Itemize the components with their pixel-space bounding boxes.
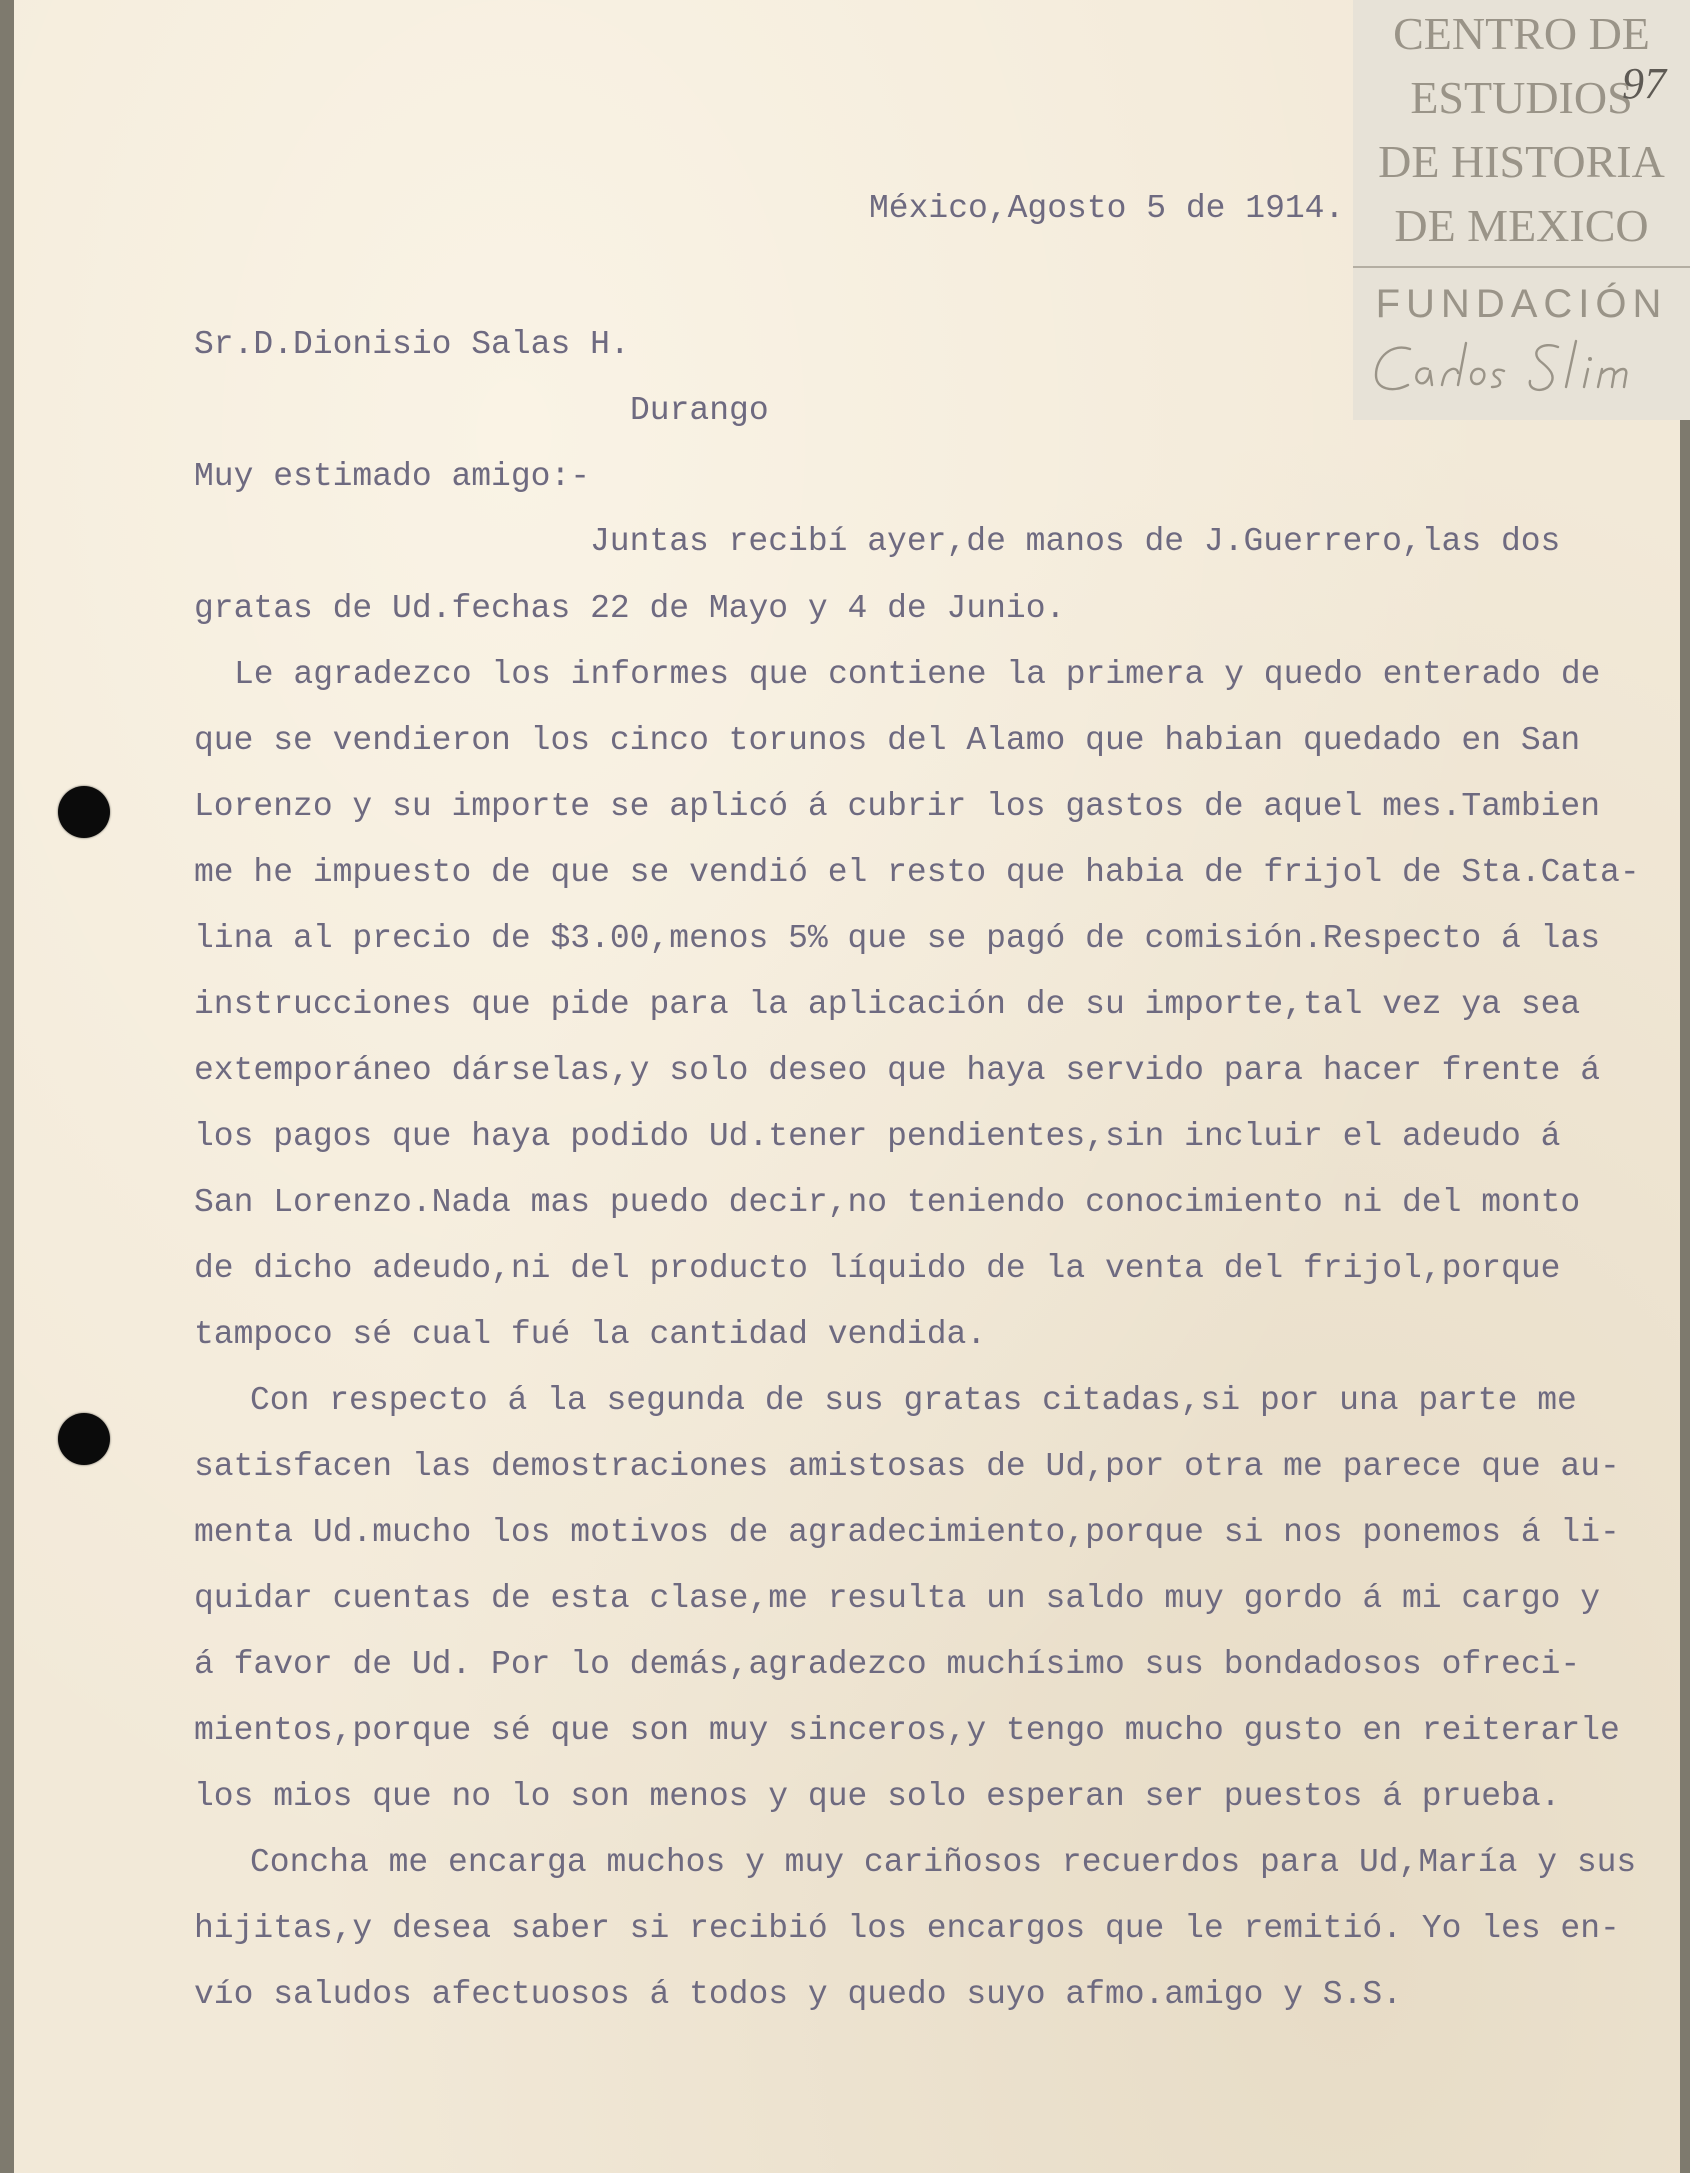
body-line: quidar cuentas de esta clase,me resulta un saldo muy gordo á mi cargo y — [194, 1580, 1601, 1617]
body-line: extemporáneo dárselas,y solo deseo que haya servido para hacer frente á — [194, 1052, 1601, 1089]
body-line: lina al precio de $3.00,menos 5% que se pagó de comisión.Respecto á las — [194, 920, 1601, 957]
recipient-city: Durango — [630, 392, 769, 429]
stamp-line: DE HISTORIA — [1378, 136, 1665, 187]
body-line: á favor de Ud. Por lo demás,agradezco muchísimo sus bondadosos ofreci- — [194, 1646, 1581, 1683]
body-line: tampoco sé cual fué la cantidad vendida. — [194, 1316, 987, 1353]
signature-logo-graphic — [1362, 327, 1682, 407]
body-line: menta Ud.mucho los motivos de agradecimiento,porque si nos ponemos á li- — [194, 1514, 1620, 1551]
body-line: Con respecto á la segunda de sus gratas citadas,si por una parte me — [250, 1382, 1577, 1419]
body-line: vío saludos afectuosos á todos y quedo suyo afmo.amigo y S.S. — [194, 1976, 1402, 2013]
folio-number: 97 — [1622, 59, 1666, 108]
stamp-line: ESTUDIOS — [1410, 72, 1633, 123]
body-line: gratas de Ud.fechas 22 de Mayo y 4 de Junio. — [194, 590, 1066, 627]
body-line: Concha me encarga muchos y muy cariñosos recuerdos para Ud,María y sus — [250, 1844, 1637, 1881]
stamp-line: DE MEXICO — [1394, 200, 1649, 251]
recipient-name: Sr.D.Dionisio Salas H. — [194, 326, 630, 363]
signature-logo — [1353, 327, 1690, 412]
binder-hole-top — [58, 786, 110, 838]
stamp-line: CENTRO DE — [1393, 8, 1650, 59]
body-line: Juntas recibí ayer,de manos de J.Guerrero,las dos — [590, 523, 1561, 560]
body-line: Lorenzo y su importe se aplicó á cubrir los gastos de aquel mes.Tambien — [194, 788, 1601, 825]
letter-date: México,Agosto 5 de 1914. — [869, 190, 1345, 227]
stamp-foundation: FUNDACIÓN — [1375, 282, 1668, 326]
body-line: Le agradezco los informes que contiene la primera y quedo enterado de — [234, 656, 1601, 693]
body-line: mientos,porque sé que son muy sinceros,y tengo mucho gusto en reiterarle — [194, 1712, 1620, 1749]
salutation: Muy estimado amigo:- — [194, 458, 591, 495]
body-line: satisfacen las demostraciones amistosas de Ud,por otra me parece que au- — [194, 1448, 1620, 1485]
body-line: de dicho adeudo,ni del producto líquido de la venta del frijol,porque — [194, 1250, 1561, 1287]
body-line: los mios que no lo son menos y que solo esperan ser puestos á prueba. — [194, 1778, 1561, 1815]
body-line: me he impuesto de que se vendió el resto que habia de frijol de Sta.Cata- — [194, 854, 1640, 891]
stamp-divider — [1353, 266, 1690, 268]
body-line: los pagos que haya podido Ud.tener pendientes,sin incluir el adeudo á — [194, 1118, 1561, 1155]
binder-hole-bottom — [58, 1413, 110, 1465]
body-line: instrucciones que pide para la aplicación de su importe,tal vez ya sea — [194, 986, 1581, 1023]
body-line: San Lorenzo.Nada mas puedo decir,no teniendo conocimiento ni del monto — [194, 1184, 1581, 1221]
body-line: que se vendieron los cinco torunos del Alamo que habian quedado en San — [194, 722, 1581, 759]
body-line: hijitas,y desea saber si recibió los encargos que le remitió. Yo les en- — [194, 1910, 1620, 1947]
